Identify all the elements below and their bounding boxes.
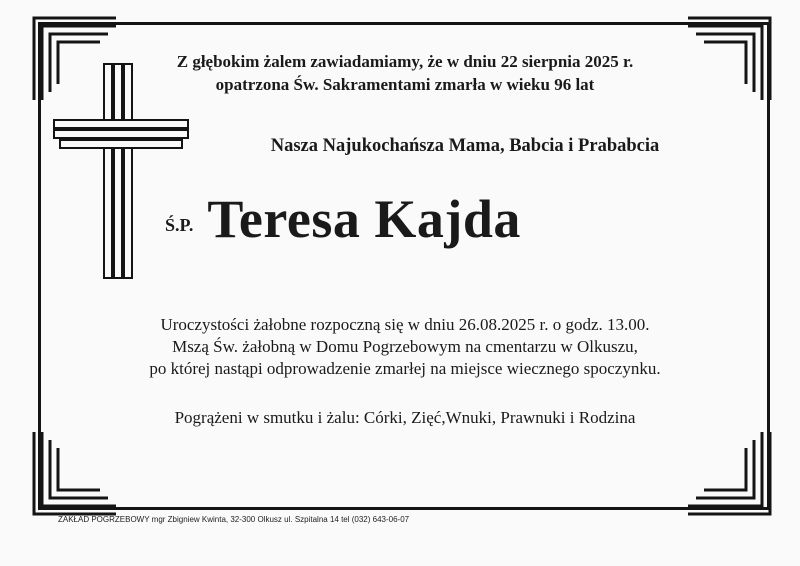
corner-ornament-icon [684, 428, 774, 518]
ceremony-line-3: po której nastąpi odprowadzenie zmarłej na miejsce wiecznego spoczynku. [149, 359, 661, 378]
ceremony-info [0, 314, 800, 380]
deceased-name: Teresa Kajda [207, 189, 521, 249]
ceremony-line-1: Uroczystości żałobne rozpoczną się w dniu 26.08.2025 r. o godz. 13.00. [160, 315, 650, 334]
announcement-line-1: Z głębokim żalem zawiadamiamy, że w dniu 22 sierpnia 2025 r. [176, 52, 634, 71]
funeral-home-footer: ZAKŁAD POGRZEBOWY mgr Zbigniew Kwinta, 32-300 Olkusz ul. Szpitalna 14 tel (032) 643-06-07 [58, 515, 410, 524]
deceased-name-row [165, 188, 665, 250]
ceremony-line-2: Mszą Św. żałobną w Domu Pogrzebowym na cmentarzu w Olkuszu, [172, 337, 638, 356]
honorific: Ś.P. [165, 215, 194, 235]
relation-line: Nasza Najukochańsza Mama, Babcia i Prababcia [270, 136, 660, 156]
announcement-line-2: opatrzona Św. Sakramentami zmarła w wieku 96 lat [215, 75, 595, 94]
mourners-line: Pogrążeni w smutku i żalu: Córki, Zięć,Wnuki, Prawnuki i Rodzina [174, 408, 636, 427]
corner-ornament-icon [30, 428, 120, 518]
announcement [0, 50, 800, 96]
